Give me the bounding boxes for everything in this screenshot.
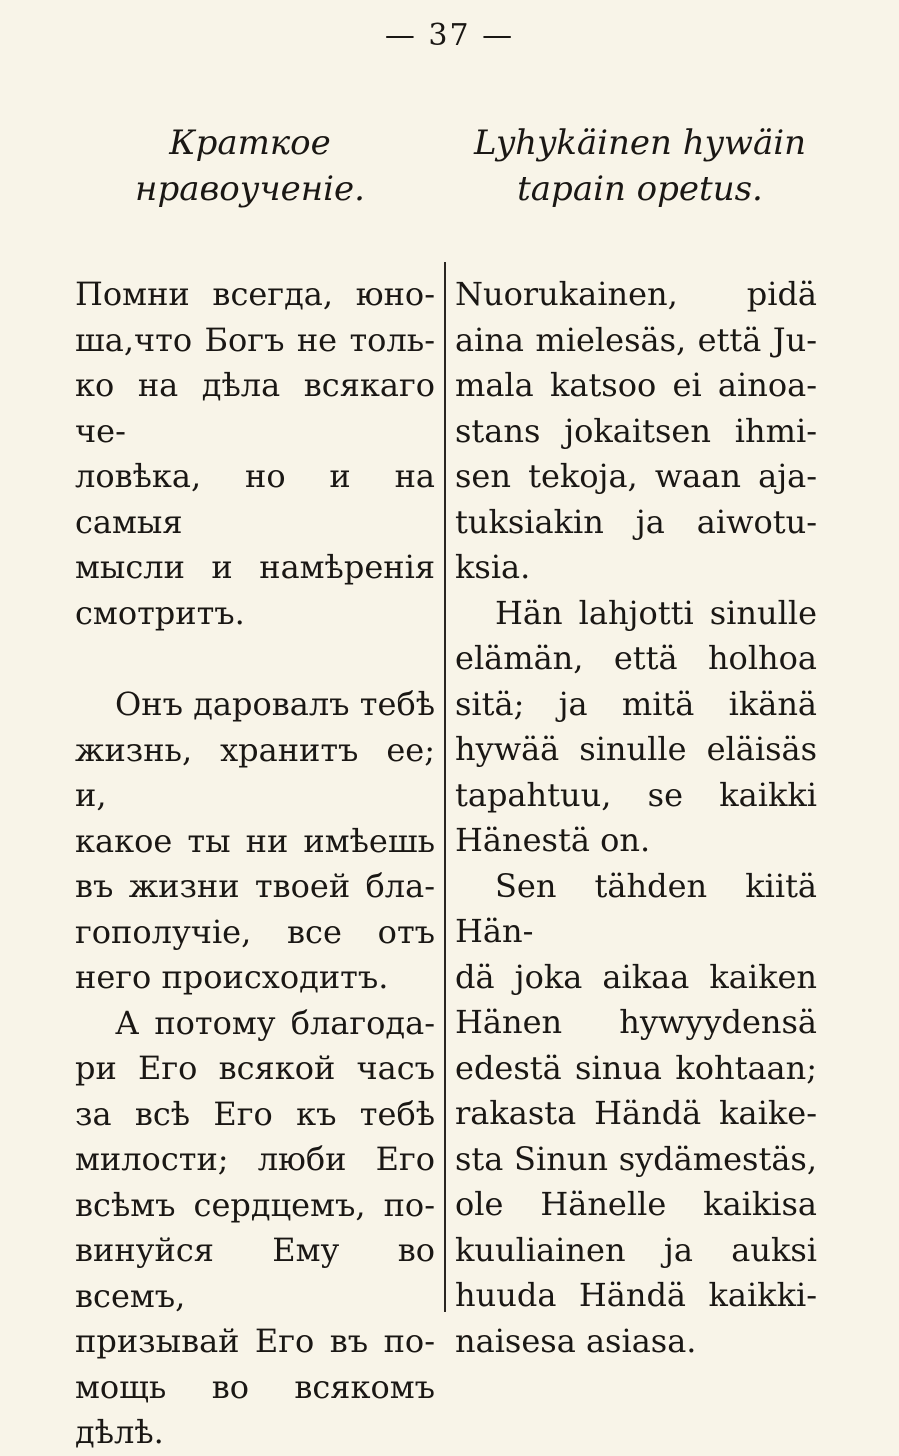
text-line: ша,что Богъ не толь- <box>75 320 435 359</box>
text-line: него происходитъ. <box>75 958 389 996</box>
text-line: ksia. <box>455 548 531 586</box>
text-line: stans jokaitsen ihmi- <box>455 411 817 450</box>
text-line: huuda Händä kaikki- <box>455 1276 817 1314</box>
russian-paragraph-1 <box>75 272 435 636</box>
finnish-title <box>445 120 835 212</box>
text-line: Nuorukainen, pidä <box>455 275 817 313</box>
text-line: Помни всегда, юно- <box>75 275 435 313</box>
text-line: mala katsoo ei ainoa- <box>455 366 817 404</box>
text-line: ко на дѣла всякаго че- <box>75 366 435 450</box>
text-line: ри Его всякой часъ <box>75 1049 435 1087</box>
text-line: милости; люби Его <box>75 1140 435 1178</box>
column-divider <box>444 262 446 1312</box>
text-line: Sen tähden kiitä Hän- <box>455 866 817 950</box>
finnish-title-line: Lyhykäinen hywäin <box>473 123 806 163</box>
text-line: гополучіе, все отъ <box>75 912 435 951</box>
text-line: Hän lahjotti sinulle <box>495 593 817 632</box>
russian-paragraph-3 <box>75 1001 435 1456</box>
text-line: мощь во всякомъ дѣлѣ. <box>75 1367 435 1451</box>
text-line: Онъ даровалъ тебѣ <box>115 685 435 723</box>
text-line: А потому благода- <box>115 1003 435 1042</box>
page-number: — 37 — <box>384 18 515 53</box>
text-line: tapahtuu, se kaikki <box>455 775 817 814</box>
finnish-title-line: tapain opetus. <box>517 169 763 209</box>
text-line: въ жизни твоей бла- <box>75 867 435 905</box>
text-line: tuksiakin ja aiwotu- <box>455 502 817 541</box>
russian-title: Краткое нравоученіе. <box>135 123 365 209</box>
text-line: жизнь, хранитъ ее; и, <box>75 730 435 814</box>
russian-paragraph-2 <box>75 682 435 1001</box>
text-line: ловѣка, но и на самыя <box>75 457 435 541</box>
text-line: винуйся Ему во всемъ, <box>75 1231 435 1315</box>
finnish-paragraph-1 <box>455 272 817 591</box>
text-line: смотритъ. <box>75 593 245 632</box>
text-line: Hänen hywyydensä <box>455 1003 817 1041</box>
text-line: за всѣ Его къ тебѣ <box>75 1094 435 1133</box>
text-line: призывай Его въ по- <box>75 1322 435 1360</box>
text-line: sitä; ja mitä ikänä <box>455 684 817 723</box>
text-line: dä joka aikaa kaiken <box>455 957 817 996</box>
text-line: rakasta Händä kaike- <box>455 1094 817 1132</box>
finnish-column <box>455 272 817 1364</box>
text-line: elämän, että holhoa <box>455 639 817 677</box>
text-line: какое ты ни имѣешь <box>75 821 435 860</box>
text-line: ole Hänelle kaikisa <box>455 1185 817 1223</box>
text-line: мысли и намѣренія <box>75 548 435 586</box>
text-line: sta Sinun sydämestäs, <box>455 1139 817 1178</box>
russian-column <box>75 272 435 1456</box>
text-line: всѣмъ сердцемъ, по- <box>75 1185 435 1224</box>
text-line: aina mielesäs, että Ju- <box>455 320 817 359</box>
text-line: hywää sinulle eläisäs <box>455 730 817 768</box>
finnish-paragraph-2 <box>455 591 817 864</box>
text-line: kuuliainen ja auksi <box>455 1230 817 1269</box>
text-line: sen tekoja, waan aja- <box>455 457 817 495</box>
text-line: Hänestä on. <box>455 821 651 859</box>
finnish-paragraph-3 <box>455 864 817 1365</box>
text-line: naisesa asiasa. <box>455 1321 697 1360</box>
text-line: edestä sinua kohtaan; <box>455 1048 817 1087</box>
